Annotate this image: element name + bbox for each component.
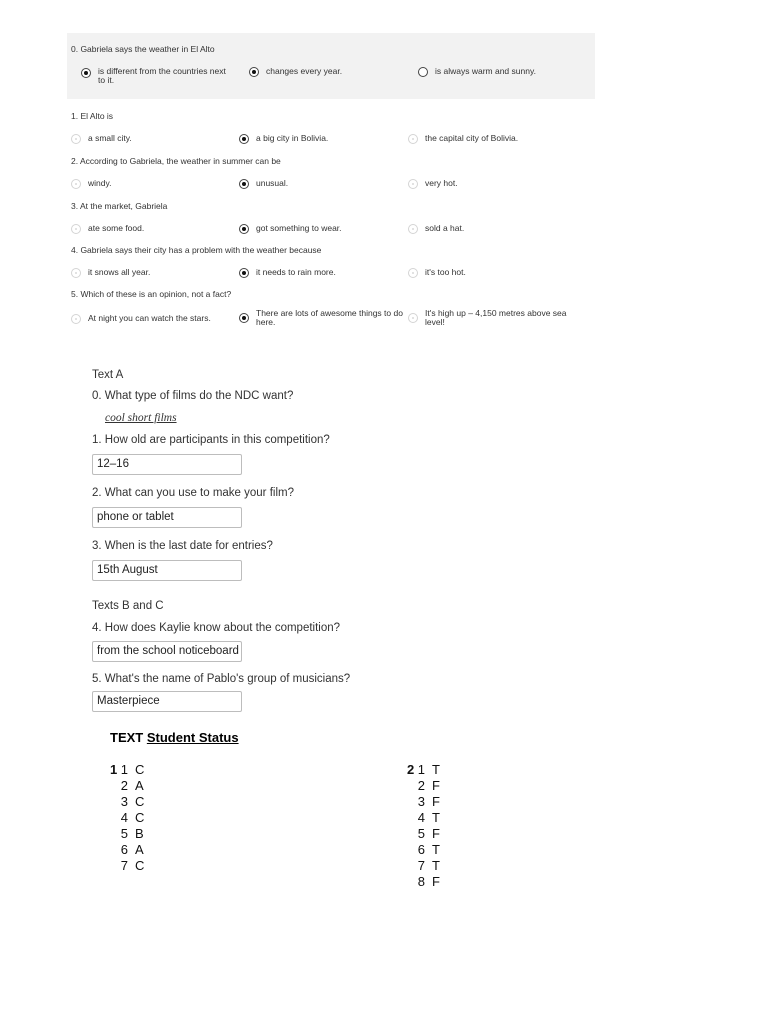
row-answer: T (432, 810, 440, 825)
row-answer: F (432, 794, 440, 809)
example-option-2[interactable] (249, 67, 342, 77)
question-4-option-a[interactable] (71, 268, 150, 278)
answer-column-1 (110, 762, 170, 882)
row-number: 4 (120, 810, 128, 825)
option-label: a small city. (88, 133, 132, 143)
question-5-option-a[interactable] (71, 314, 211, 324)
row-answer: C (135, 858, 145, 873)
row-answer: A (135, 842, 144, 857)
option-label: There are lots of awesome things to do here. (256, 308, 403, 327)
column-number: 1 (110, 762, 118, 777)
row-answer: T (432, 858, 440, 873)
option-label: it needs to rain more. (256, 267, 336, 277)
row-answer: T (432, 762, 440, 777)
answer-row (110, 810, 144, 825)
row-answer: C (135, 794, 145, 809)
option-label: unusual. (256, 178, 289, 188)
column-number: 2 (407, 762, 415, 777)
question-5-text: 5. What's the name of Pablo's group of musicians? (92, 673, 351, 685)
answer-1-input[interactable]: 12–16 (92, 454, 242, 475)
answer-4-input[interactable]: from the school noticeboard (92, 641, 242, 662)
radio-selected-icon[interactable] (239, 179, 249, 189)
text-a-heading: Text A (92, 369, 124, 381)
question-1-option-b[interactable] (239, 134, 328, 144)
row-answer: F (432, 826, 440, 841)
answer-5-input[interactable]: Masterpiece (92, 691, 242, 712)
radio-icon[interactable] (71, 314, 81, 324)
question-1-option-c[interactable] (408, 134, 518, 144)
option-label: is always warm and sunny. (435, 66, 536, 76)
answer-row (110, 842, 144, 857)
row-number: 6 (417, 842, 425, 857)
radio-icon[interactable] (408, 268, 418, 278)
option-label: very hot. (425, 178, 458, 188)
example-answer: cool short films (105, 412, 177, 424)
option-label: changes every year. (266, 66, 343, 76)
example-option-1[interactable] (81, 67, 231, 85)
radio-icon[interactable] (408, 313, 418, 323)
question-1-text: 1. How old are participants in this competition? (92, 434, 330, 446)
option-label: a big city in Bolivia. (256, 133, 329, 143)
radio-icon[interactable] (71, 268, 81, 278)
row-number: 8 (417, 874, 425, 889)
option-label: At night you can watch the stars. (88, 313, 211, 323)
radio-icon[interactable] (408, 179, 418, 189)
answer-row (110, 778, 144, 793)
radio-selected-icon[interactable] (239, 313, 249, 323)
question-2-option-c[interactable] (408, 179, 458, 189)
question-1-option-a[interactable] (71, 134, 132, 144)
question-4-text: 4. Gabriela says their city has a problem with the weather because (71, 245, 322, 255)
example-question-text: 0. Gabriela says the weather in El Alto (71, 44, 215, 54)
status-title-link[interactable]: Student Status (146, 730, 239, 745)
radio-icon[interactable] (408, 224, 418, 234)
row-answer: F (432, 778, 440, 793)
question-0-text: 0. What type of films do the NDC want? (92, 390, 294, 402)
reading-quiz (67, 33, 595, 327)
status-title (110, 730, 239, 745)
row-answer: F (432, 874, 440, 889)
option-label: windy. (88, 178, 112, 188)
option-label: is different from the countries next to it. (98, 66, 226, 85)
question-3-option-c[interactable] (408, 224, 464, 234)
row-number: 5 (417, 826, 425, 841)
example-option-3[interactable] (418, 67, 536, 77)
answer-2-input[interactable]: phone or tablet (92, 507, 242, 528)
row-answer: B (135, 826, 144, 841)
answer-row (110, 858, 144, 873)
row-answer: A (135, 778, 144, 793)
answer-row (110, 794, 144, 809)
row-number: 4 (417, 810, 425, 825)
question-3-option-b[interactable] (239, 224, 342, 234)
row-number: 7 (417, 858, 425, 873)
answer-row (407, 826, 440, 841)
row-number: 1 (417, 762, 425, 777)
row-number: 5 (120, 826, 128, 841)
row-number: 2 (417, 778, 425, 793)
row-number: 3 (120, 794, 128, 809)
answer-row (110, 826, 144, 841)
radio-selected-icon[interactable] (239, 134, 249, 144)
answer-row (407, 794, 440, 809)
question-2-option-b[interactable] (239, 179, 288, 189)
radio-selected-icon[interactable] (249, 67, 259, 77)
row-number: 6 (120, 842, 128, 857)
radio-icon[interactable] (408, 134, 418, 144)
row-number: 1 (120, 762, 128, 777)
option-label: it's too hot. (425, 267, 466, 277)
answer-row (407, 858, 440, 873)
radio-icon[interactable] (71, 134, 81, 144)
question-4-option-b[interactable] (239, 268, 336, 278)
question-3-text: 3. When is the last date for entries? (92, 540, 273, 552)
row-number: 7 (120, 858, 128, 873)
answer-row (407, 762, 440, 777)
answer-row (407, 778, 440, 793)
option-label: ate some food. (88, 223, 145, 233)
option-label: sold a hat. (425, 223, 465, 233)
radio-icon[interactable] (71, 179, 81, 189)
status-title-prefix: TEXT (110, 730, 147, 745)
question-1-text: 1. El Alto is (71, 111, 114, 121)
answer-column-2 (407, 762, 467, 897)
answer-row (407, 810, 440, 825)
radio-selected-icon[interactable] (239, 224, 249, 234)
example-question-box (67, 33, 595, 99)
question-3-option-a[interactable] (71, 224, 144, 234)
question-4-text: 4. How does Kaylie know about the competition? (92, 622, 341, 634)
question-3-text: 3. At the market, Gabriela (71, 201, 168, 211)
row-answer: C (135, 810, 145, 825)
option-label: got something to wear. (256, 223, 342, 233)
option-label: the capital city of Bolivia. (425, 133, 519, 143)
radio-selected-icon[interactable] (239, 268, 249, 278)
question-5-option-c[interactable] (408, 309, 588, 327)
answer-row (407, 874, 440, 889)
radio-icon[interactable] (418, 67, 428, 77)
answer-row (110, 762, 144, 777)
question-4-option-c[interactable] (408, 268, 466, 278)
option-label: It's high up – 4,150 metres above sea level! (425, 308, 567, 327)
question-5-option-b[interactable] (239, 309, 404, 327)
option-label: it snows all year. (88, 267, 151, 277)
radio-icon[interactable] (71, 224, 81, 234)
answer-row (407, 842, 440, 857)
question-2-text: 2. What can you use to make your film? (92, 487, 294, 499)
row-number: 2 (120, 778, 128, 793)
row-answer: C (135, 762, 145, 777)
question-5-text: 5. Which of these is an opinion, not a fact? (71, 289, 232, 299)
answer-3-input[interactable]: 15th August (92, 560, 242, 581)
row-answer: T (432, 842, 440, 857)
texts-bc-heading: Texts B and C (92, 600, 164, 612)
question-2-option-a[interactable] (71, 179, 111, 189)
question-2-text: 2. According to Gabriela, the weather in summer can be (71, 156, 281, 166)
radio-selected-icon[interactable] (81, 68, 91, 78)
row-number: 3 (417, 794, 425, 809)
